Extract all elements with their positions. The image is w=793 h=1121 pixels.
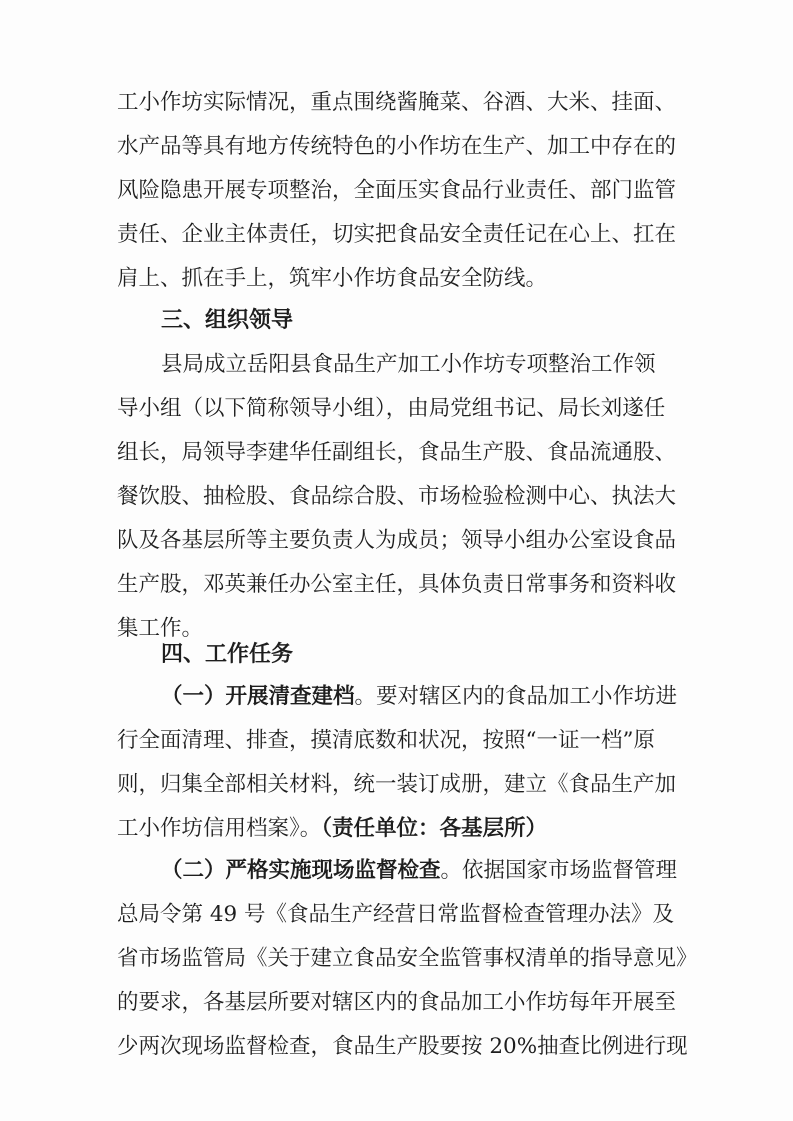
- body-text-line: 少两次现场监督检查，食品生产股要按 20%抽查比例进行现: [117, 1034, 688, 1059]
- body-text-line: 餐饮股、抽检股、食品综合股、市场检验检测中心、执法大: [117, 484, 677, 509]
- section-heading-3: 三、组织领导: [161, 308, 294, 333]
- body-text-line: 责任、企业主体责任，切实把食品安全责任记在心上、扛在: [117, 222, 677, 247]
- body-text-line: 水产品等具有地方传统特色的小作坊在生产、加工中存在的: [117, 134, 677, 159]
- task-item-2-line: [161, 856, 677, 886]
- task-item-1-last-line: [117, 814, 547, 844]
- task-item-2-text: 。依据国家市场监督管理: [440, 858, 678, 883]
- responsibility-note: （责任单位：各基层所）: [321, 816, 548, 841]
- task-item-2-title: （二）严格实施现场监督检查: [161, 858, 441, 883]
- body-text-line: 则，归集全部相关材料，统一装订成册，建立《食品生产加: [117, 772, 677, 797]
- body-text-line: 县局成立岳阳县食品生产加工小作坊专项整治工作领: [161, 352, 656, 377]
- body-text-line: 工小作坊实际情况，重点围绕酱腌菜、谷酒、大米、挂面、: [117, 90, 677, 115]
- body-text-line: 行全面清理、排查，摸清底数和状况，按照“一证一档”原: [117, 728, 655, 753]
- body-text-line: 集工作。: [117, 616, 204, 641]
- body-text-line: 的要求，各基层所要对辖区内的食品加工小作坊每年开展至: [117, 990, 677, 1015]
- task-item-1-line: [161, 682, 677, 712]
- body-text-line: 总局令第 49 号《食品生产经营日常监督检查管理办法》及: [117, 902, 675, 927]
- body-text-line: 肩上、抓在手上，筑牢小作坊食品安全防线。: [117, 266, 548, 291]
- body-text-line: 队及各基层所等主要负责人为成员；领导小组办公室设食品: [117, 528, 677, 553]
- body-text-line: 省市场监管局《关于建立食品安全监管事权清单的指导意见》: [117, 946, 698, 971]
- body-text-line: 生产股，邓英兼任办公室主任，具体负责日常事务和资料收: [117, 572, 677, 597]
- task-item-1-text: 工小作坊信用档案》。: [117, 816, 322, 841]
- body-text-line: 风险隐患开展专项整治，全面压实食品行业责任、部门监管: [117, 178, 677, 203]
- section-heading-4: 四、工作任务: [161, 642, 294, 667]
- task-item-1-text: 。要对辖区内的食品加工小作坊进: [354, 684, 678, 709]
- body-text-line: 组长，局领导李建华任副组长，食品生产股、食品流通股、: [117, 440, 677, 465]
- task-item-1-title: （一）开展清查建档: [161, 684, 355, 709]
- body-text-line: 导小组（以下简称领导小组），由局党组书记、局长刘遂任: [117, 396, 666, 421]
